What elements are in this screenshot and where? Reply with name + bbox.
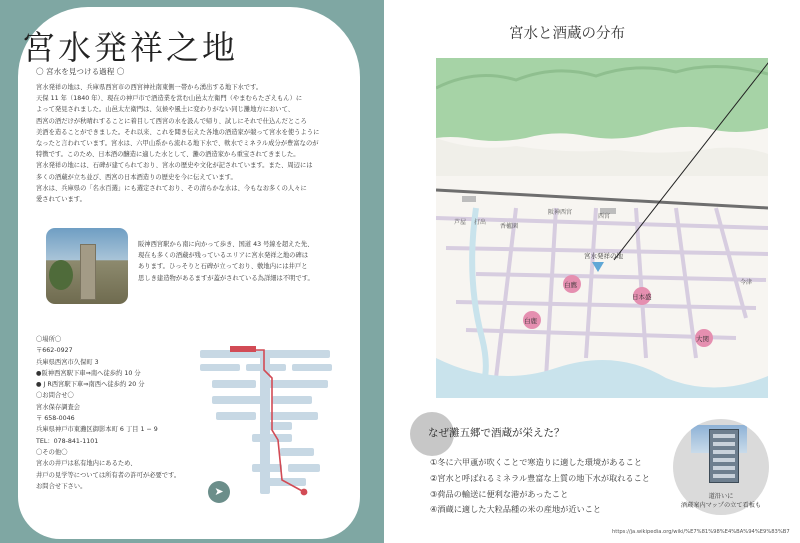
map-label-station4: 阪神西宮 [548,209,573,216]
section-heading: 〇 宮水を見つける過程 〇 [36,67,125,76]
monument-description [138,239,314,284]
info-line: 〇その他〇 [36,448,68,456]
compass-icon: ➤ [208,481,230,503]
info-line: ●阪神西宮駅下車⇒南へ徒歩約 10 分 [36,369,141,377]
map-label-station3: 香櫨園 [500,223,519,230]
photo-caption [676,492,766,510]
info-line: 〇場所〇 [36,336,62,343]
reason-item: ③荷品の輸送に便利な港があったこと [430,488,569,499]
info-line: 〒 658-0046 [36,415,75,423]
caption-line: 道沿いに [708,493,734,500]
tree-shape [49,260,73,290]
info-line: 兵庫県神戸市東灘区御影本町 6 丁目 1 − 9 [36,426,158,434]
info-line: 井戸の見学等については所有者の許可が必要です。 [36,471,181,479]
map-label-brewery1: 白鷹 [564,281,577,289]
access-info [36,334,180,492]
distribution-title: 宮水と酒蔵の分布 [509,26,625,42]
map-label-miyamizu: 宮水発祥の地 [584,252,623,260]
monument-line: 阪神西宮駅から南に向かって歩き、国道 43 号線を超えた先、 [138,241,314,248]
reason-item: ①冬に六甲颪が吹くことで寒造りに適した環境があること [430,457,643,467]
history-line: 西宮の酒だけが秋晴れすることに着目して西宮の水を汲んで帰り、試しにそれで仕込んだところ [36,117,307,125]
info-line: 〇お問合せ〇 [36,392,74,400]
info-line: お問合せ下さい。 [36,482,87,490]
history-line: 特徴です。このため、日本酒の醸造に適した水として、灘の酒造家から重宝されてきました。 [36,151,300,159]
question-heading: なぜ灘五郷で酒蔵が栄えた？ [428,427,565,439]
map-label-station1: 芦屋 [454,219,467,226]
map-label-brewery2: 日本盛 [632,293,652,301]
reason-item: ④酒蔵に適した大粒品種の米の産地が近いこと [430,504,602,515]
map-label-harbor: 今津 [740,279,753,286]
map-label-brewery4: 大関 [696,335,709,343]
history-line: よって発見されました。山邑太左衛門は、気候や風土に変わりがない同じ灘地方において、 [36,106,295,114]
monument-line: 思しき建造物があるますが蓋がされている為詳細は不明です。 [138,274,314,282]
info-line: 宮水保存調査会 [36,403,81,411]
history-line: 宮水発祥の地は、兵庫県西宮市の西宮神社南東側一帯から湧出する地下水です。 [36,84,263,91]
route-minimap [192,330,342,506]
brewery-map [436,58,768,398]
info-line: 〒662-0927 [36,347,73,355]
map-label-station2: 打出 [474,219,487,226]
monument-photo [46,228,128,304]
history-line: 美酒を造ることができました。それ以来、これを聞き伝えた各地の酒造家が競って宮水を使うように [36,128,320,136]
stone-monument-shape [80,244,96,300]
map-label-brewery3: 白鹿 [524,317,537,325]
reasons-list [430,455,650,518]
history-line: 愛されています。 [36,196,86,204]
info-line: 兵庫県西宮市久保町 3 [36,358,99,366]
history-line: 天保 11 年（1840 年）、現在の神戸市で酒造業を営む山邑太左衛門（やまむらたざえもん）に [36,95,303,103]
history-line: 宮水は、兵庫県の「名水百選」にも選定されており、その清らかな水は、今もなお多くの人々に [36,184,307,192]
info-line: ● J R西宮駅下車⇒南西へ徒歩約 20 分 [36,381,145,389]
signboard-shape [709,429,739,483]
history-line: 多くの酒蔵が立ち並び、西宮の日本酒造りの歴史を今に伝えています。 [36,173,237,181]
monument-line: 現在も多くの酒蔵が残っているエリアに宮水発祥之地の碑は [138,252,309,260]
info-line: TEL：078-841-1101 [36,437,99,445]
map-label-station5: 西宮 [598,213,611,220]
history-line: 宮水発祥の地には、石碑が建てられており、宮水の歴史や文化が記されています。また、周辺には [36,162,313,170]
info-line: 宮水の井戸は私有地内にあるため、 [36,460,137,468]
monument-line: あります。ひっそりと石碑が立っており、敷地内には井戸と [138,263,308,271]
source-url: https://ja.wikipedia.org/wiki/%E7%81%98%E4%BA%94%E9%83%B7 [612,529,790,535]
caption-line: 酒蔵案内マップの立て看板も [680,502,762,509]
page-title: 宮水発祥之地 [22,28,238,67]
history-line: なったと言われています。宮水は、六甲山系から流れる地下水で、軟水でミネラル成分が豊富なのが [36,140,319,148]
reason-item: ②宮水と呼ばれるミネラル豊富な上質の地下水が取れること [430,472,650,483]
history-text [36,82,354,205]
